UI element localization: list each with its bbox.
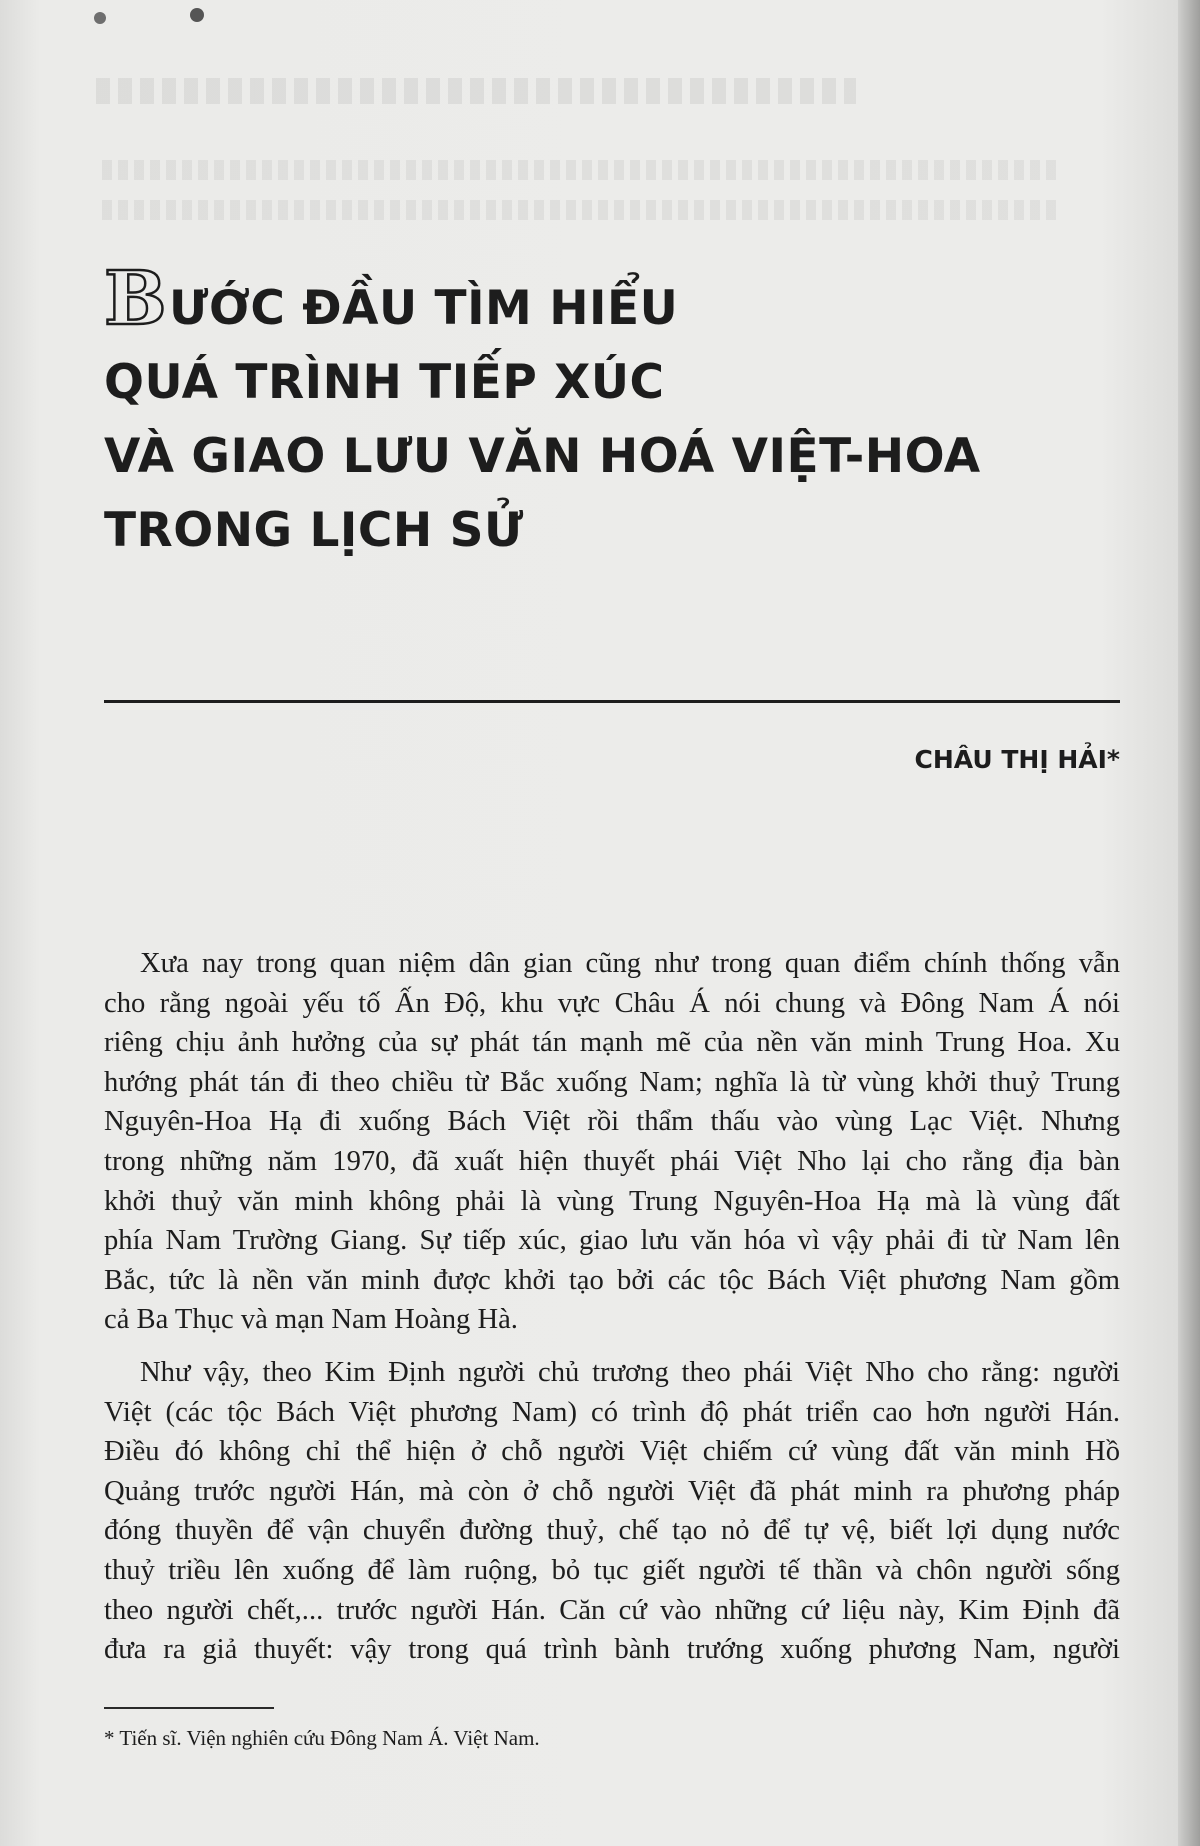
body-line: Như vậy, theo Kim Định người chủ trương theo phái Việt Nho cho rằng: người	[140, 1356, 1120, 1388]
title-line-1	[104, 256, 1104, 346]
body-line: theo người chết,... trước người Hán. Căn cứ vào những cứ liệu này, Kim Định đã	[104, 1594, 1120, 1626]
paragraph-2	[104, 1353, 1120, 1670]
body-line: hướng phát tán đi theo chiều từ Bắc xuống Nam; nghĩa là từ vùng khởi thuỷ Trung	[104, 1066, 1120, 1098]
title-line-2: QUÁ TRÌNH TIẾP XÚC	[104, 355, 665, 410]
page-edge-shadow	[1178, 0, 1200, 1846]
body-line: Nguyên-Hoa Hạ đi xuống Bách Việt rồi thẩm thấu vào vùng Lạc Việt. Nhưng	[104, 1106, 1120, 1138]
body-line: đóng thuyền để vận chuyển đường thuỷ, chế tạo nỏ để tự vệ, biết lợi dụng nước	[104, 1515, 1120, 1547]
body-line: cả Ba Thục và mạn Nam Hoàng Hà.	[104, 1304, 518, 1336]
footnote-rule	[104, 1707, 274, 1709]
body-line: Xưa nay trong quan niệm dân gian cũng như trong quan điểm chính thống vẫn	[140, 948, 1120, 979]
article-body	[104, 944, 1120, 1670]
footnote: * Tiến sĩ. Viện nghiên cứu Đông Nam Á. Việt Nam.	[104, 1726, 540, 1750]
title-line-4: TRONG LỊCH SỬ	[104, 503, 524, 558]
author-name: CHÂU THỊ HẢI*	[914, 745, 1120, 774]
bleed-through-header	[96, 78, 856, 104]
body-line: phía Nam Trường Giang. Sự tiếp xúc, giao lưu văn hóa vì vậy phải đi từ Nam lên	[104, 1225, 1120, 1257]
body-line: riêng chịu ảnh hưởng của sự phát tán mạnh mẽ của nền văn minh Trung Hoa. Xu	[104, 1027, 1120, 1059]
body-line: thuỷ triều lên xuống để làm ruộng, bỏ tục giết người tế thần và chôn người sống	[104, 1554, 1120, 1586]
body-line: Việt (các tộc Bách Việt phương Nam) có trình độ phát triển cao hơn người Hán.	[104, 1396, 1120, 1428]
title-drop-cap: B	[104, 256, 168, 342]
body-line: đưa ra giả thuyết: vậy trong quá trình bành trướng xuống phương Nam, người	[104, 1634, 1120, 1666]
scan-speck	[94, 12, 106, 24]
bleed-through-text	[102, 200, 1062, 220]
title-rule	[104, 700, 1120, 703]
body-line: khởi thuỷ văn minh không phải là vùng Trung Nguyên-Hoa Hạ mà là vùng đất	[104, 1185, 1120, 1217]
paragraph-1	[104, 944, 1120, 1340]
title-line-3: VÀ GIAO LƯU VĂN HOÁ VIỆT-HOA	[104, 429, 981, 484]
scan-speck	[190, 8, 204, 22]
body-line: Điều đó không chỉ thể hiện ở chỗ người Việt chiếm cứ vùng đất văn minh Hồ	[104, 1436, 1120, 1468]
title-line-1-text: ƯỚC ĐẦU TÌM HIỂU	[169, 281, 679, 336]
body-line: cho rằng ngoài yếu tố Ấn Độ, khu vực Châu Á nói chung và Đông Nam Á nói	[104, 987, 1120, 1019]
body-line: Bắc, tức là nền văn minh được khởi tạo bởi các tộc Bách Việt phương Nam gồm	[104, 1264, 1120, 1296]
body-line: trong những năm 1970, đã xuất hiện thuyết phái Việt Nho lại cho rằng địa bàn	[104, 1145, 1120, 1177]
article-title	[104, 256, 1104, 568]
bleed-through-text	[102, 160, 1062, 180]
paragraph-gap	[104, 1340, 1120, 1353]
body-line: Quảng trước người Hán, mà còn ở chỗ người Việt đã phát minh ra phương pháp	[104, 1475, 1120, 1507]
